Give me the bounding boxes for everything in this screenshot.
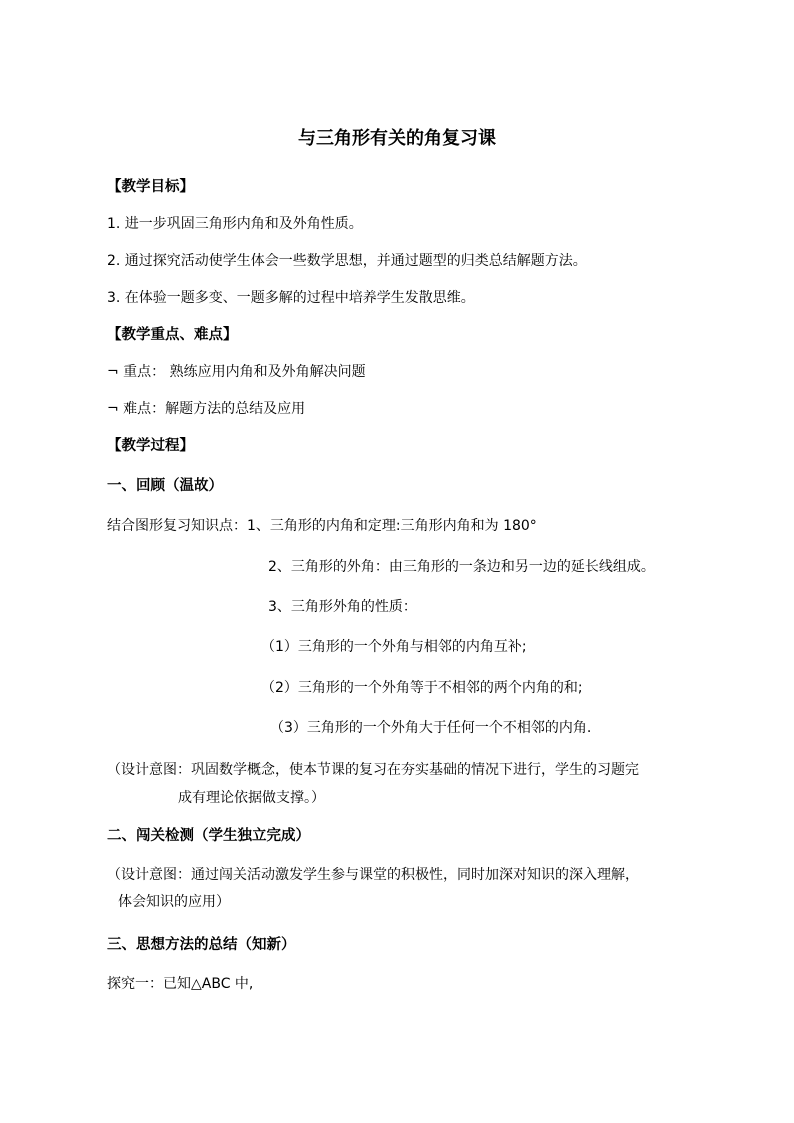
section2-title: 二、闯关检测（学生独立完成）: [107, 828, 310, 844]
objectives-heading: 【教学目标】: [107, 179, 194, 195]
key-point: ¬ 重点： 熟练应用内角和及外角解决问题: [107, 364, 366, 380]
section1-sub3: （3）三角形的一个外角大于任何一个不相邻的内角.: [270, 720, 592, 736]
section1-point3: 3、三角形外角的性质：: [268, 599, 417, 615]
section1-design-note-cont: 成有理论依据做支撑。）: [178, 790, 325, 806]
section2-design-note: （设计意图：通过闯关活动激发学生参与课堂的积极性，同时加深对知识的深入理解，: [107, 867, 639, 883]
section3-explore1: 探究一：已知△ABC 中,: [107, 976, 254, 992]
section1-title: 一、回顾（温故）: [107, 478, 223, 494]
key-points-heading: 【教学重点、难点】: [107, 327, 238, 343]
section2-design-note-cont: 体会知识的应用）: [118, 894, 230, 910]
section1-sub2: （2）三角形的一个外角等于不相邻的两个内角的和;: [261, 680, 583, 696]
process-heading: 【教学过程】: [107, 438, 194, 454]
section1-sub1: （1）三角形的一个外角与相邻的内角互补;: [261, 639, 527, 655]
section1-intro: 结合图形复习知识点：1、三角形的内角和定理:三角形内角和为 180°: [107, 518, 537, 534]
difficulty-point: ¬ 难点：解题方法的总结及应用: [107, 401, 306, 417]
objective-item: 3. 在体验一题多变、一题多解的过程中培养学生发散思维。: [107, 290, 475, 306]
section3-title: 三、思想方法的总结（知新）: [107, 937, 296, 953]
section1-point2: 2、三角形的外角：由三角形的一条边和另一边的延长线组成。: [268, 559, 655, 575]
section1-design-note: （设计意图：巩固数学概念，使本节课的复习在夯实基础的情况下进行，学生的习题完: [107, 762, 639, 778]
objective-item: 2. 通过探究活动使学生体会一些数学思想，并通过题型的归类总结解题方法。: [107, 253, 587, 269]
page-title: 与三角形有关的角复习课: [298, 128, 496, 149]
objective-item: 1. 进一步巩固三角形内角和及外角性质。: [107, 216, 363, 232]
